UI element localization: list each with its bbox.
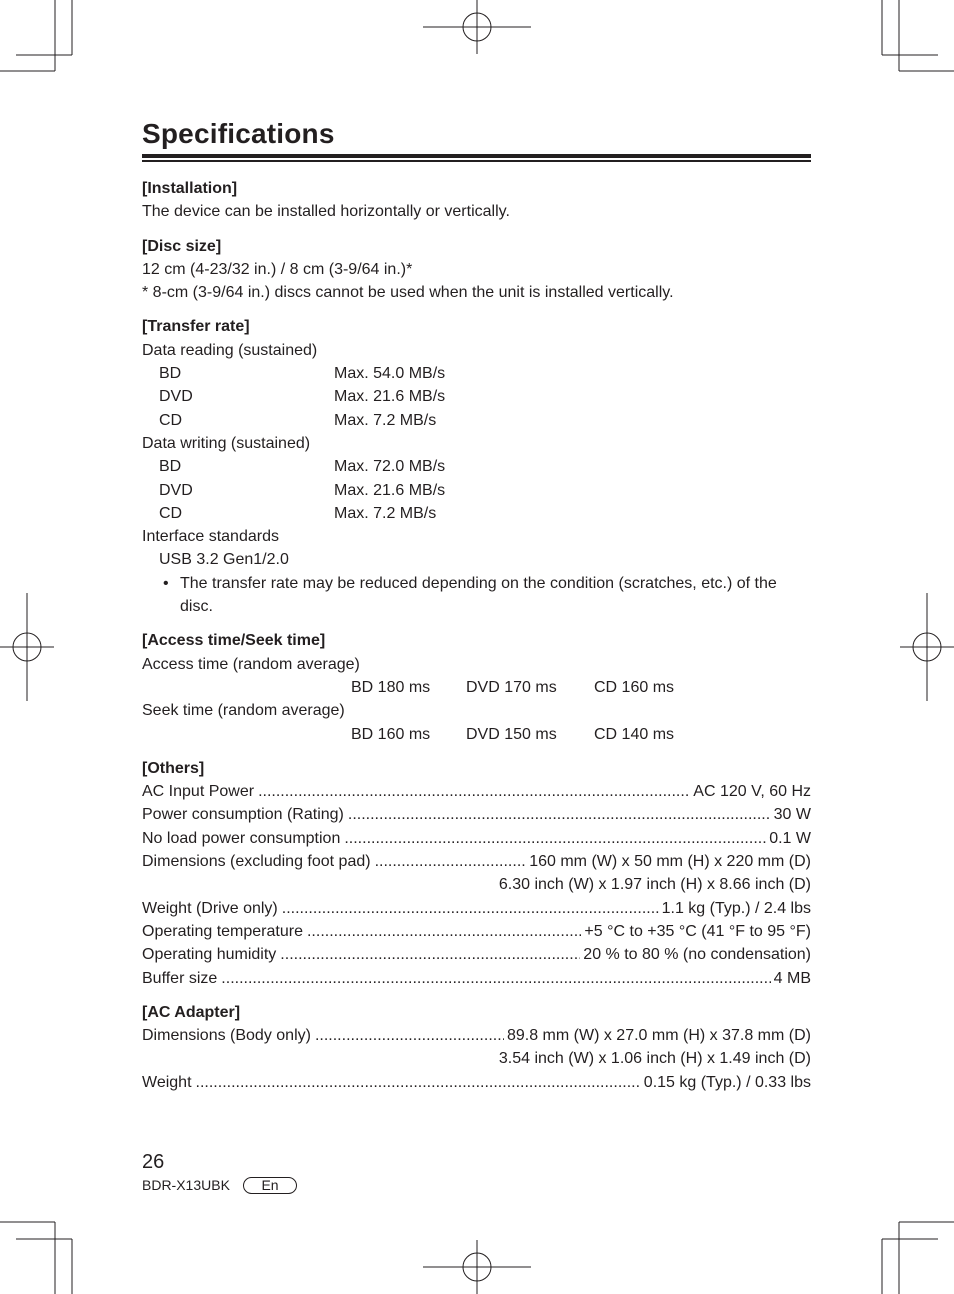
spec-row	[142, 920, 811, 943]
dvd-value: DVD 170 ms	[466, 678, 557, 696]
disc-sizes: 12 cm (4-23/32 in.) / 8 cm (3-9/64 in.)*	[142, 260, 413, 278]
installation-section	[142, 177, 811, 224]
ac-adapter-section	[142, 1001, 811, 1094]
spec-row	[142, 409, 811, 432]
dot-leader	[375, 850, 527, 873]
title-rule	[142, 154, 811, 158]
note-text: The transfer rate may be reduced depending on the condition (scratches, etc.) of the disc.	[180, 574, 777, 616]
spec-value: 0.15 kg (Typ.) / 0.33 lbs	[643, 1073, 811, 1091]
spec-row	[142, 780, 811, 803]
spec-label: Operating humidity	[142, 946, 277, 964]
spec-value: 0.1 W	[769, 829, 811, 847]
media-value: Max. 21.6 MB/s	[334, 481, 446, 499]
access-time-section	[142, 629, 811, 745]
media-label: DVD	[159, 388, 193, 406]
spec-row	[142, 897, 811, 920]
spec-value: 4 MB	[773, 969, 811, 987]
section-heading: [Others]	[142, 759, 205, 777]
spec-label: Dimensions (excluding foot pad)	[142, 853, 371, 871]
language-badge: En	[243, 1177, 297, 1194]
page-title: Specifications	[142, 118, 335, 149]
spec-value: 20 % to 80 % (no condensation)	[583, 946, 811, 964]
spec-label: Weight (Drive only)	[142, 899, 278, 917]
spec-row	[142, 1024, 811, 1047]
spec-value: +5 °C to +35 °C (41 °F to 95 °F)	[584, 922, 811, 940]
dot-leader	[348, 803, 771, 826]
spec-row	[142, 943, 811, 966]
transfer-rate-section	[142, 315, 811, 618]
adapter-dimensions-inch: 3.54 inch (W) x 1.06 inch (H) x 1.49 inch (D)	[498, 1050, 811, 1068]
section-heading: [Transfer rate]	[142, 318, 250, 336]
media-label: BD	[159, 365, 182, 383]
spec-row	[142, 803, 811, 826]
interface-value: USB 3.2 Gen1/2.0	[159, 551, 289, 569]
section-heading: [Installation]	[142, 180, 238, 197]
installation-text: The device can be installed horizontally or vertically.	[142, 203, 510, 221]
title-rule-thin	[142, 160, 811, 162]
disc-size-note: * 8-cm (3-9/64 in.) discs cannot be used when the unit is installed vertically.	[142, 284, 674, 302]
spec-value: 89.8 mm (W) x 27.0 mm (H) x 37.8 mm (D)	[506, 1027, 811, 1045]
media-value: Max. 7.2 MB/s	[334, 504, 437, 522]
dot-leader	[196, 1071, 641, 1094]
spec-label: Operating temperature	[142, 922, 303, 940]
spec-row	[142, 502, 811, 525]
media-label: BD	[159, 458, 182, 476]
media-value: Max. 54.0 MB/s	[334, 365, 446, 383]
dot-leader	[221, 967, 770, 990]
disc-size-section	[142, 235, 811, 305]
interface-label: Interface standards	[142, 528, 279, 546]
writing-label: Data writing (sustained)	[142, 434, 311, 452]
spec-label: Weight	[142, 1073, 192, 1091]
seek-values	[142, 723, 811, 746]
media-value: Max. 7.2 MB/s	[334, 411, 437, 429]
media-label: CD	[159, 411, 183, 429]
media-value: Max. 21.6 MB/s	[334, 388, 446, 406]
bd-value: BD 180 ms	[351, 678, 431, 696]
section-heading: [Disc size]	[142, 237, 222, 255]
spec-label: Buffer size	[142, 969, 218, 987]
spec-label: Dimensions (Body only)	[142, 1027, 311, 1045]
transfer-note	[142, 572, 811, 619]
dot-leader	[280, 943, 580, 966]
dvd-value: DVD 150 ms	[466, 725, 557, 743]
model-name: BDR-X13UBK	[142, 1177, 230, 1193]
spec-row	[142, 1071, 811, 1094]
access-values	[142, 676, 811, 699]
spec-row	[142, 385, 811, 408]
spec-value: 1.1 kg (Typ.) / 2.4 lbs	[661, 899, 811, 917]
spec-label: AC Input Power	[142, 783, 255, 801]
dot-leader	[344, 827, 766, 850]
bullet-icon: •	[163, 574, 169, 592]
section-heading: [AC Adapter]	[142, 1003, 241, 1021]
cd-value: CD 140 ms	[594, 725, 675, 743]
media-label: DVD	[159, 481, 193, 499]
spec-label: Power consumption (Rating)	[142, 806, 344, 824]
spec-row	[142, 850, 811, 873]
spec-row	[142, 827, 811, 850]
spec-row	[142, 455, 811, 478]
spec-row	[142, 967, 811, 990]
spec-label: No load power consumption	[142, 829, 341, 847]
reading-label: Data reading (sustained)	[142, 341, 318, 359]
spec-content	[142, 177, 811, 1105]
cd-value: CD 160 ms	[594, 678, 675, 696]
others-section	[142, 757, 811, 990]
media-value: Max. 72.0 MB/s	[334, 458, 446, 476]
page-number: 26	[142, 1151, 165, 1173]
spec-row	[142, 362, 811, 385]
section-heading: [Access time/Seek time]	[142, 632, 326, 650]
dot-leader	[282, 897, 659, 920]
spec-row	[142, 479, 811, 502]
dot-leader	[307, 920, 581, 943]
access-label: Access time (random average)	[142, 655, 360, 673]
dot-leader	[258, 780, 690, 803]
dot-leader	[315, 1024, 504, 1047]
media-label: CD	[159, 504, 183, 522]
spec-value: 160 mm (W) x 50 mm (H) x 220 mm (D)	[529, 853, 811, 871]
seek-label: Seek time (random average)	[142, 702, 345, 720]
spec-value: 30 W	[773, 806, 811, 824]
bd-value: BD 160 ms	[351, 725, 431, 743]
dimensions-inch: 6.30 inch (W) x 1.97 inch (H) x 8.66 inch (D)	[498, 876, 811, 894]
spec-value: AC 120 V, 60 Hz	[693, 783, 811, 801]
